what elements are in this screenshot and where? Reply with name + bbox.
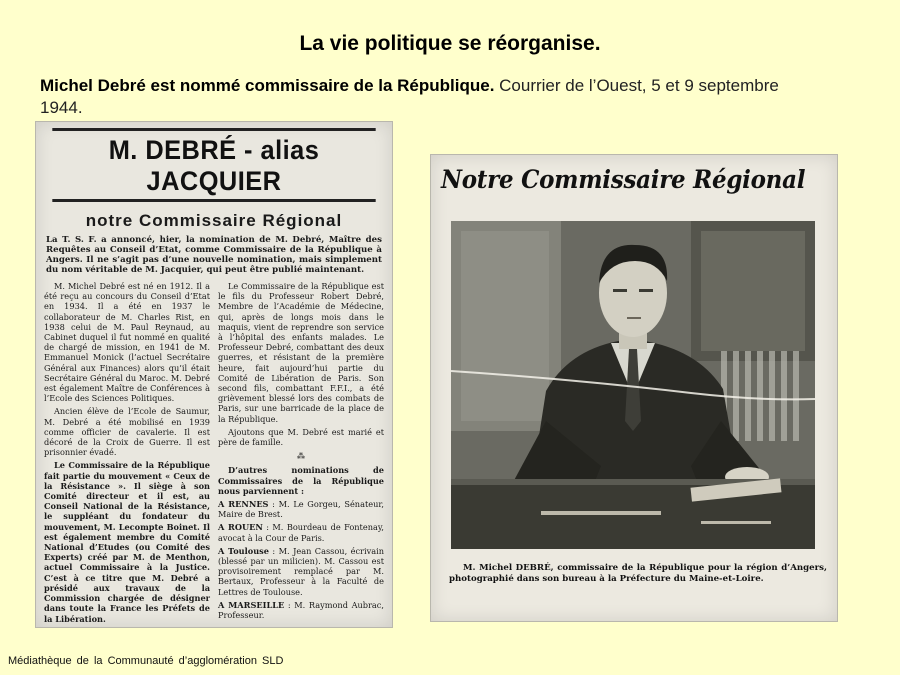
article-lead: La T. S. F. a annoncé, hier, la nomination de M. Debré, Maître des Requêtes au Conseil d’Etat, comme Commissaire de la République à Angers. Il ne s’agit pas d’une nouvelle nomination, mais simplement du nom véritable de M. Jacquier, qui peut être publié maintenant. [46, 235, 382, 275]
portrait-illustration [451, 221, 815, 549]
article-paragraph: Ancien élève de l’Ecole de Saumur, M. Debré a été mobilisé en 1939 comme officier de cavalerie. Il est décoré de la Croix de Guerre. Il est prisonnier évadé. [44, 406, 210, 458]
nomination-item: A RENNES : M. Le Gorgeu, Sénateur, Maire de Brest. [218, 499, 384, 520]
article-paragraph: Le Commissaire de la République est le fils du Professeur Robert Debré, Membre de l’Académie de Médecine, qui, après de longs mois dans le maquis, vient de reprendre son service à l’hôpital des enfants malades. Le Professeur Debré, combattant des deux guerres, et résistant de la première heure, fait aujourd’hui partie du Comité de Libération de Paris. Son second fils, combattant F.F.I., a été grièvement blessé lors des combats de Paris, sur une barricade de la place de la République. [218, 281, 384, 424]
footer-credit: Médiathèque de la Communauté d’agglomération SLD [8, 655, 284, 667]
nomination-item: A Toulouse : M. Jean Cassou, écrivain (blessé par un milicien). M. Cassou est provisoirement remplacé par M. Bertaux, Professeur à la Faculté de Lettres de Toulouse. [218, 545, 384, 597]
slide-title: La vie politique se réorganise. [299, 32, 601, 55]
photo-headline: Notre Commissaire Régional [441, 165, 806, 194]
article-column-2 [218, 281, 384, 627]
nomination-item: A ROUEN : M. Bourdeau de Fontenay, avocat à la Cour de Paris. [218, 522, 384, 543]
section-separator: ⁂ [296, 451, 306, 462]
slide-subtitle [40, 75, 820, 119]
article-paragraph: M. Michel Debré est né en 1912. Il a été reçu au concours du Conseil d’Etat en 1934. Il a été en 1937 le collaborateur de M. Charles Rist, en 1938 celui de M. Paul Reynaud, au Cabinet duquel il fut nommé en qualité de chargé de mission, en 1941 de M. Emmanuel Monick (l’actuel Secrétaire Général aux Finances) alors qu’il était Secrétaire Général du Maroc. M. Debré est également Maître de Conférences à l’Ecole des Sciences Politiques. [44, 281, 210, 404]
newspaper-clipping-right [430, 154, 838, 622]
subtitle-bold: Michel Debré est nommé commissaire de la République. [40, 76, 495, 95]
newspaper-clipping-left [35, 121, 393, 628]
photo-caption: M. Michel DEBRÉ, commissaire de la République pour la région d’Angers, photographié dans son bureau à la Préfecture du Maine-et-Loire. [449, 563, 827, 584]
article-headline: M. DEBRÉ - alias JACQUIER [52, 128, 375, 202]
article-subhead: notre Commissaire Régional [85, 211, 343, 230]
nomination-item: A MARSEILLE : M. Raymond Aubrac, Professeur. [218, 599, 384, 621]
article-paragraph: Le Commissaire de la République fait partie du mouvement « Ceux de la Résistance ». Il siège à son Comité directeur et il est, au Conseil National de la Résistance, le suppléant du fondateur du mouvement, M. Lecompte Boinet. Il est également membre du Comité National d’Etudes (ou Comité des Experts) créé par M. de Menthon, actuel Commissaire à la Justice. C’est à ce titre que M. Debré a présidé aux travaux de la Commission chargée de désigner dans toute la France les Préfets de la Libération. [44, 460, 210, 624]
article-columns [36, 281, 392, 627]
subtitle-source: Courrier de l’Ouest, 5 et 9 septembre 1944. [40, 76, 779, 117]
article-column-1 [44, 281, 210, 627]
nominations-intro: D’autres nominations de Commissaires de la République nous parviennent : [218, 465, 384, 496]
article-paragraph: Ajoutons que M. Debré est marié et père de famille. [218, 426, 384, 448]
portrait-photo [451, 221, 815, 549]
